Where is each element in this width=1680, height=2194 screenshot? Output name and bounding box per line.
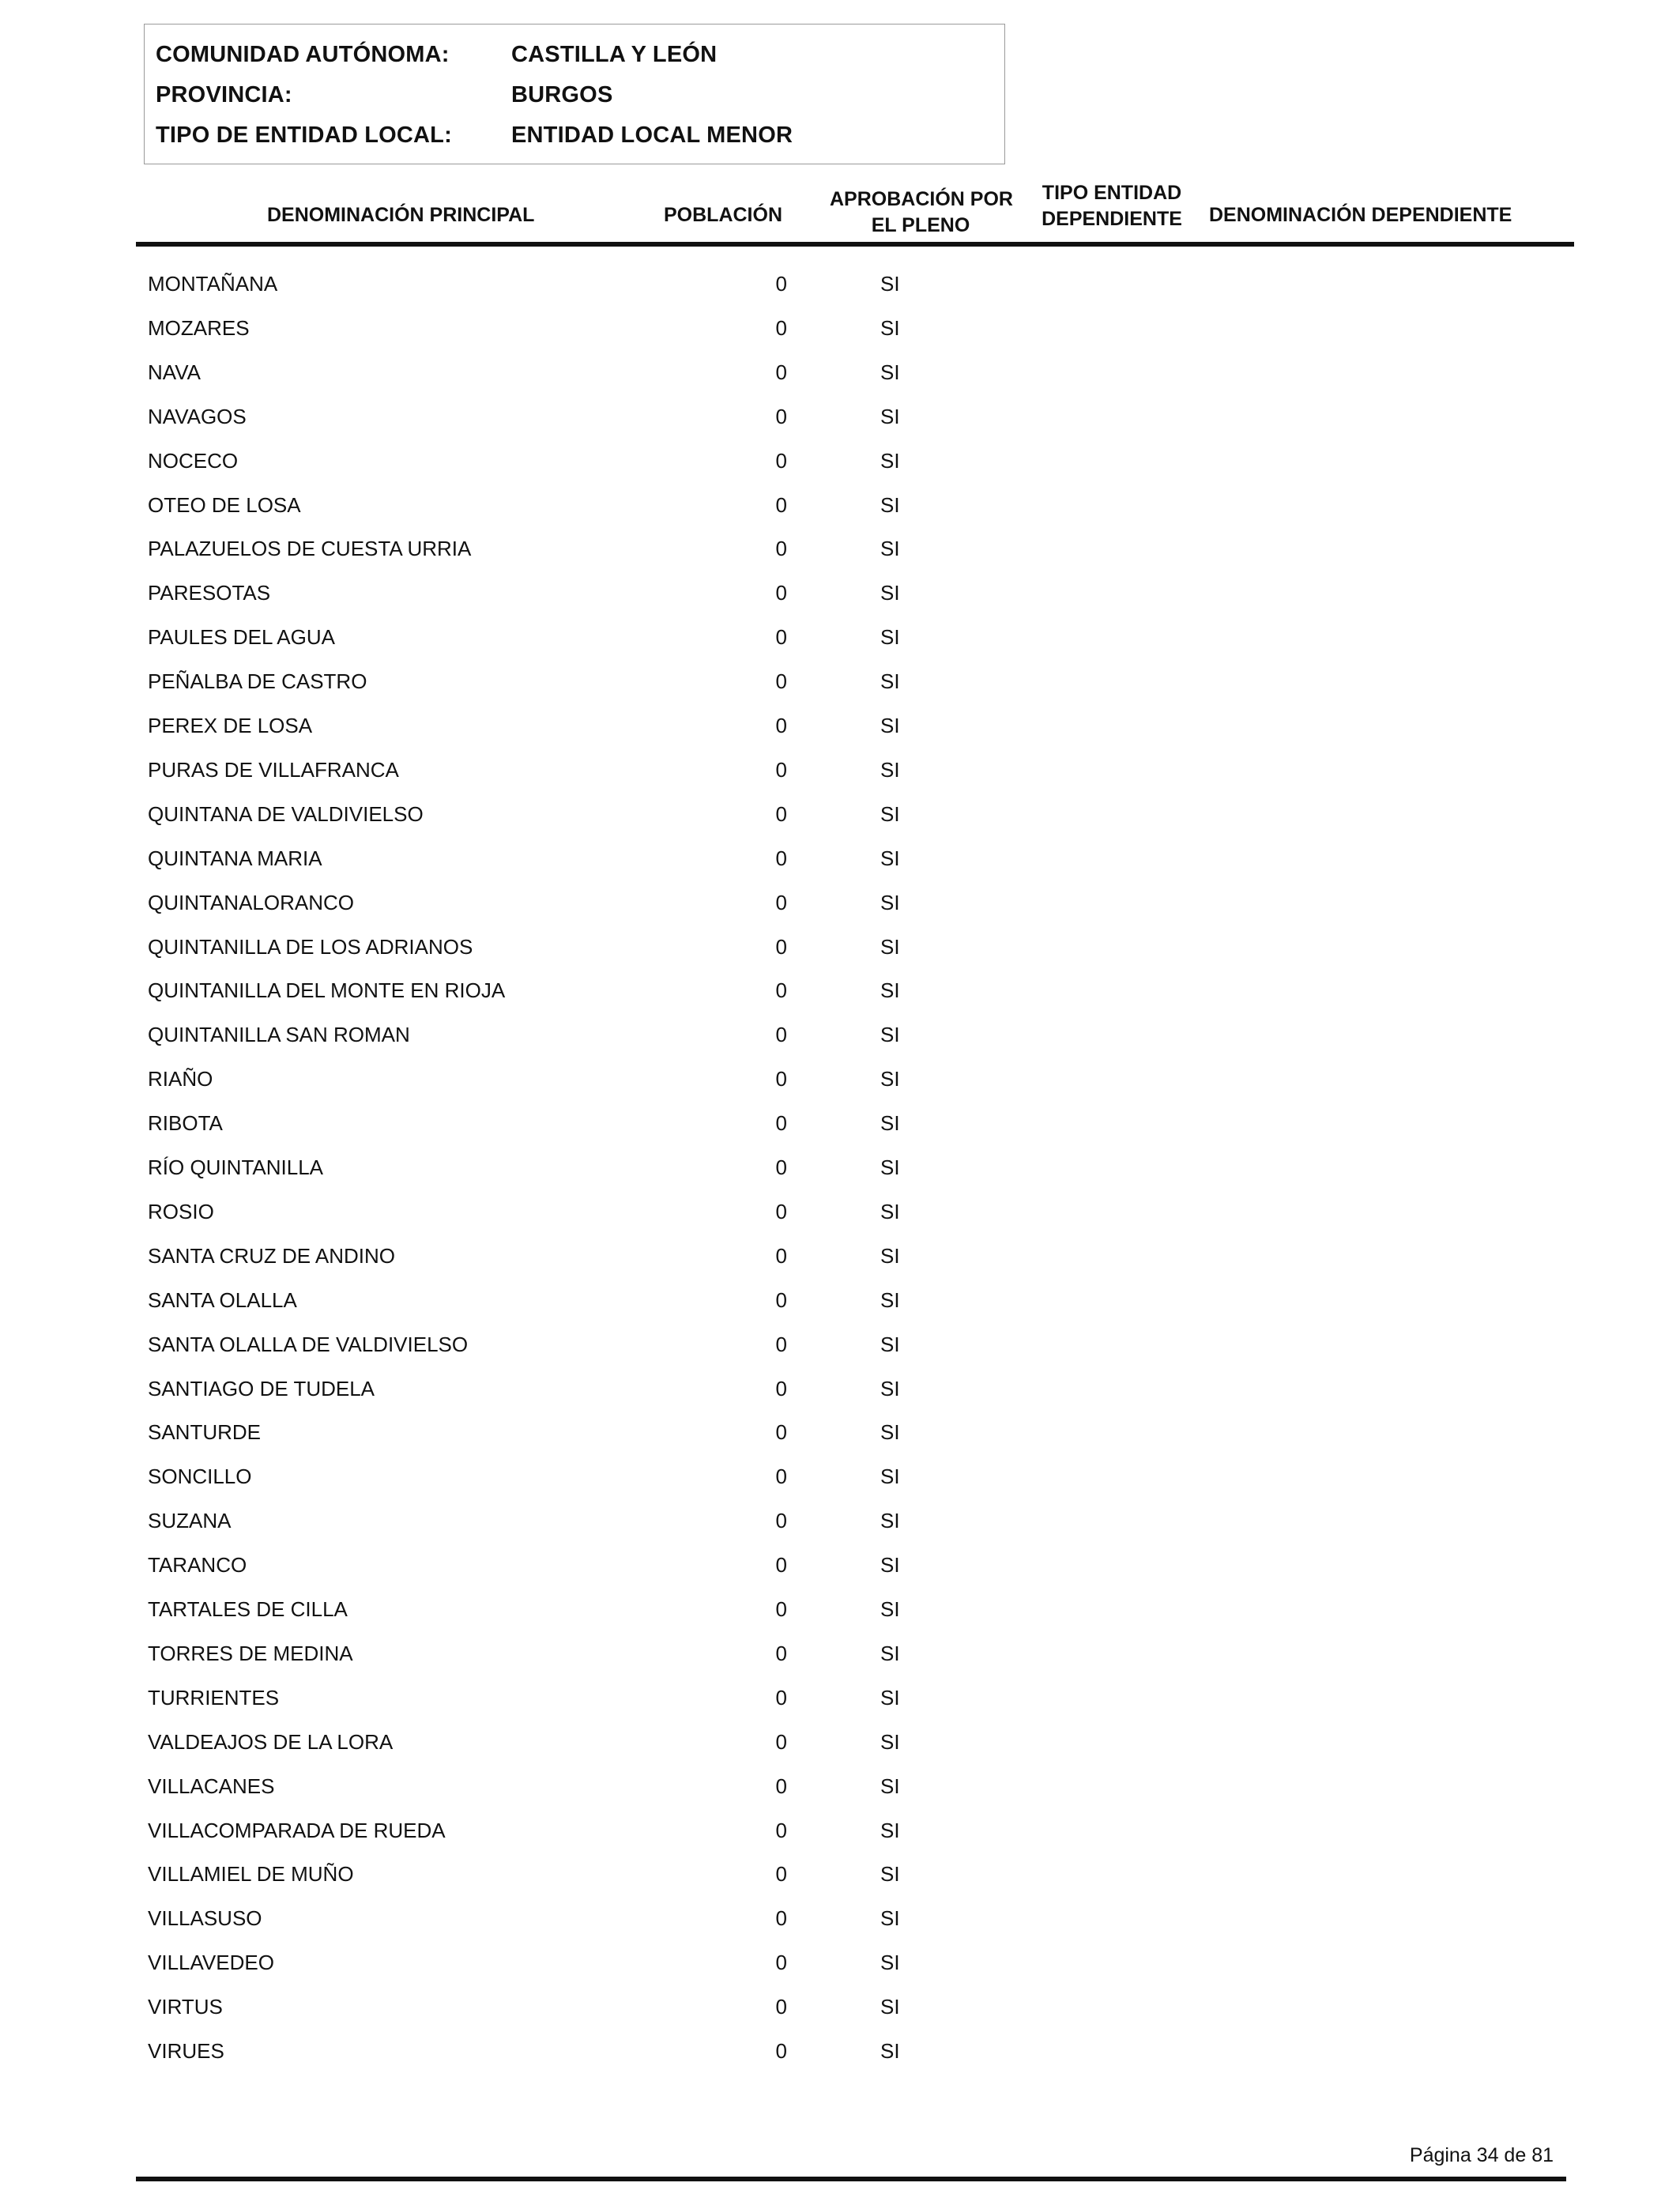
poblacion-value: 0 [775, 1155, 787, 1179]
entity-name: RIAÑO [148, 1067, 213, 1091]
table-row [0, 360, 1680, 392]
tipo-value: ENTIDAD LOCAL MENOR [511, 123, 793, 148]
poblacion-value: 0 [775, 1465, 787, 1489]
aprobacion-value: SI [880, 1287, 900, 1312]
aprobacion-value: SI [880, 1199, 900, 1223]
entity-name: SONCILLO [148, 1465, 252, 1489]
table-row [0, 1597, 1680, 1629]
table-row [0, 537, 1680, 568]
aprobacion-value: SI [880, 1951, 900, 1975]
entity-name: PALAZUELOS DE CUESTA URRIA [148, 537, 472, 561]
entity-name: PURAS DE VILLAFRANCA [148, 757, 399, 782]
header-tipo-entidad-line1: TIPO ENTIDAD [1042, 182, 1182, 204]
aprobacion-value: SI [880, 1332, 900, 1356]
poblacion-value: 0 [775, 581, 787, 605]
entity-name: PEÑALBA DE CASTRO [148, 669, 367, 694]
table-row [0, 1862, 1680, 1894]
poblacion-value: 0 [775, 2039, 787, 2063]
entity-name: SANTA CRUZ DE ANDINO [148, 1243, 396, 1268]
table-row [0, 802, 1680, 834]
entity-name: VILLAVEDEO [148, 1951, 274, 1975]
table-row [0, 581, 1680, 613]
header-tipo-entidad [1029, 180, 1195, 232]
aprobacion-value: SI [880, 1376, 900, 1400]
entity-name: VIRTUS [148, 1995, 223, 2019]
aprobacion-value: SI [880, 1243, 900, 1268]
table-row [0, 1553, 1680, 1585]
poblacion-value: 0 [775, 978, 787, 1003]
entity-name: SUZANA [148, 1509, 232, 1533]
table-row [0, 2039, 1680, 2071]
entity-name: NAVAGOS [148, 404, 247, 428]
poblacion-value: 0 [775, 1023, 787, 1047]
aprobacion-value: SI [880, 801, 900, 826]
aprobacion-value: SI [880, 1641, 900, 1665]
table-row [0, 1377, 1680, 1408]
table-row [0, 1686, 1680, 1717]
aprobacion-value: SI [880, 1906, 900, 1931]
table-row [0, 978, 1680, 1010]
header-tipo-entidad-line2: DEPENDIENTE [1042, 208, 1182, 230]
poblacion-value: 0 [775, 1641, 787, 1665]
entity-name: ROSIO [148, 1199, 214, 1223]
header-divider [136, 242, 1574, 247]
header-poblacion: POBLACIÓN [664, 204, 782, 226]
table-row [0, 1111, 1680, 1143]
table-row [0, 935, 1680, 967]
entity-name: SANTIAGO DE TUDELA [148, 1376, 375, 1400]
aprobacion-value: SI [880, 537, 900, 561]
entity-name: PEREX DE LOSA [148, 714, 313, 737]
table-row [0, 1333, 1680, 1364]
entity-name: TURRIENTES [148, 1685, 280, 1710]
entity-name: PAULES DEL AGUA [148, 625, 335, 650]
poblacion-value: 0 [775, 1067, 787, 1091]
table-row [0, 1774, 1680, 1806]
entity-info-box [144, 24, 1005, 164]
poblacion-value: 0 [775, 1729, 787, 1754]
table-row [0, 669, 1680, 701]
table-row [0, 846, 1680, 878]
aprobacion-value: SI [880, 1067, 900, 1091]
tipo-label: TIPO DE ENTIDAD LOCAL: [156, 123, 452, 148]
table-row [0, 405, 1680, 436]
table-row [0, 449, 1680, 481]
poblacion-value: 0 [775, 1553, 787, 1578]
poblacion-value: 0 [775, 1951, 787, 1975]
entity-name: VIRUES [148, 2039, 224, 2063]
entity-name: QUINTANILLA DE LOS ADRIANOS [148, 934, 473, 959]
table-row [0, 1244, 1680, 1276]
aprobacion-value: SI [880, 1597, 900, 1621]
aprobacion-value: SI [880, 669, 900, 694]
poblacion-value: 0 [775, 448, 787, 473]
entity-name: NAVA [148, 360, 201, 384]
poblacion-value: 0 [775, 1376, 787, 1400]
poblacion-value: 0 [775, 1420, 787, 1445]
aprobacion-value: SI [880, 1685, 900, 1710]
poblacion-value: 0 [775, 890, 787, 914]
table-row [0, 493, 1680, 525]
footer-divider [136, 2177, 1566, 2181]
aprobacion-value: SI [880, 1509, 900, 1533]
table-row [0, 1819, 1680, 1850]
table-row [0, 1420, 1680, 1452]
header-denominacion-dependiente: DENOMINACIÓN DEPENDIENTE [1209, 204, 1512, 226]
aprobacion-value: SI [880, 757, 900, 782]
provincia-label: PROVINCIA: [156, 82, 292, 107]
entity-name: VALDEAJOS DE LA LORA [148, 1729, 394, 1754]
aprobacion-value: SI [880, 1995, 900, 2019]
poblacion-value: 0 [775, 1774, 787, 1798]
aprobacion-value: SI [880, 625, 900, 650]
aprobacion-value: SI [880, 581, 900, 605]
poblacion-value: 0 [775, 1597, 787, 1621]
entity-name: QUINTANA MARIA [148, 846, 322, 870]
aprobacion-value: SI [880, 1420, 900, 1445]
poblacion-value: 0 [775, 801, 787, 826]
poblacion-value: 0 [775, 714, 787, 737]
aprobacion-value: SI [880, 1023, 900, 1047]
table-row [0, 1023, 1680, 1054]
aprobacion-value: SI [880, 404, 900, 428]
entity-name: RIBOTA [148, 1111, 223, 1136]
aprobacion-value: SI [880, 1553, 900, 1578]
aprobacion-value: SI [880, 1465, 900, 1489]
entity-name: VILLAMIEL DE MUÑO [148, 1862, 354, 1887]
table-row [0, 891, 1680, 922]
table-row [0, 1509, 1680, 1540]
header-aprobacion [830, 187, 1011, 239]
table-row [0, 1155, 1680, 1187]
table-row [0, 272, 1680, 303]
aprobacion-value: SI [880, 1155, 900, 1179]
entity-name: VILLACOMPARADA DE RUEDA [148, 1818, 446, 1842]
aprobacion-value: SI [880, 448, 900, 473]
entity-name: TARANCO [148, 1553, 247, 1578]
entity-name: NOCECO [148, 448, 239, 473]
poblacion-value: 0 [775, 537, 787, 561]
table-row [0, 1730, 1680, 1762]
table-row [0, 1288, 1680, 1320]
aprobacion-value: SI [880, 1774, 900, 1798]
header-aprobacion-line2: EL PLENO [871, 214, 970, 236]
poblacion-value: 0 [775, 934, 787, 959]
entity-name: PARESOTAS [148, 581, 271, 605]
table-row [0, 758, 1680, 790]
comunidad-label: COMUNIDAD AUTÓNOMA: [156, 42, 450, 67]
provincia-value: BURGOS [511, 82, 613, 107]
poblacion-value: 0 [775, 1111, 787, 1136]
entity-name: QUINTANALORANCO [148, 890, 354, 914]
poblacion-value: 0 [775, 1509, 787, 1533]
table-row [0, 1067, 1680, 1099]
entity-name: VILLASUSO [148, 1906, 262, 1931]
entity-name: QUINTANILLA SAN ROMAN [148, 1023, 410, 1047]
aprobacion-value: SI [880, 714, 900, 737]
aprobacion-value: SI [880, 890, 900, 914]
table-row [0, 316, 1680, 348]
poblacion-value: 0 [775, 846, 787, 870]
poblacion-value: 0 [775, 669, 787, 694]
aprobacion-value: SI [880, 315, 900, 340]
aprobacion-value: SI [880, 272, 900, 296]
poblacion-value: 0 [775, 1818, 787, 1842]
aprobacion-value: SI [880, 846, 900, 870]
entity-name: SANTURDE [148, 1420, 262, 1445]
aprobacion-value: SI [880, 1729, 900, 1754]
poblacion-value: 0 [775, 1243, 787, 1268]
entity-name: SANTA OLALLA DE VALDIVIELSO [148, 1332, 469, 1356]
entity-name: VILLACANES [148, 1774, 275, 1798]
entity-name: TORRES DE MEDINA [148, 1641, 353, 1665]
poblacion-value: 0 [775, 1332, 787, 1356]
table-row [0, 625, 1680, 657]
entity-name: QUINTANILLA DEL MONTE EN RIOJA [148, 978, 506, 1003]
entity-name: TARTALES DE CILLA [148, 1597, 348, 1621]
table-row [0, 1200, 1680, 1231]
aprobacion-value: SI [880, 934, 900, 959]
poblacion-value: 0 [775, 492, 787, 517]
poblacion-value: 0 [775, 360, 787, 384]
header-denominacion-principal: DENOMINACIÓN PRINCIPAL [267, 204, 535, 226]
comunidad-value: CASTILLA Y LEÓN [511, 42, 718, 67]
poblacion-value: 0 [775, 1862, 787, 1887]
poblacion-value: 0 [775, 272, 787, 296]
aprobacion-value: SI [880, 2039, 900, 2063]
table-row [0, 1951, 1680, 1982]
page-number: Página 34 de 81 [1409, 2144, 1554, 2166]
table-row [0, 1995, 1680, 2026]
table-row [0, 714, 1680, 745]
entity-name: QUINTANA DE VALDIVIELSO [148, 801, 424, 826]
header-aprobacion-line1: APROBACIÓN POR [830, 188, 1013, 210]
entity-name: SANTA OLALLA [148, 1287, 297, 1312]
aprobacion-value: SI [880, 978, 900, 1003]
entity-name: MONTAÑANA [148, 272, 278, 296]
entity-name: RÍO QUINTANILLA [148, 1155, 324, 1179]
entity-name: MOZARES [148, 315, 250, 340]
poblacion-value: 0 [775, 625, 787, 650]
poblacion-value: 0 [775, 1906, 787, 1931]
aprobacion-value: SI [880, 1862, 900, 1887]
poblacion-value: 0 [775, 315, 787, 340]
poblacion-value: 0 [775, 757, 787, 782]
poblacion-value: 0 [775, 1199, 787, 1223]
entity-name: OTEO DE LOSA [148, 492, 301, 517]
aprobacion-value: SI [880, 360, 900, 384]
aprobacion-value: SI [880, 1818, 900, 1842]
poblacion-value: 0 [775, 1995, 787, 2019]
table-row [0, 1465, 1680, 1496]
table-row [0, 1642, 1680, 1673]
aprobacion-value: SI [880, 1111, 900, 1136]
poblacion-value: 0 [775, 404, 787, 428]
poblacion-value: 0 [775, 1685, 787, 1710]
aprobacion-value: SI [880, 492, 900, 517]
table-row [0, 1906, 1680, 1938]
poblacion-value: 0 [775, 1287, 787, 1312]
